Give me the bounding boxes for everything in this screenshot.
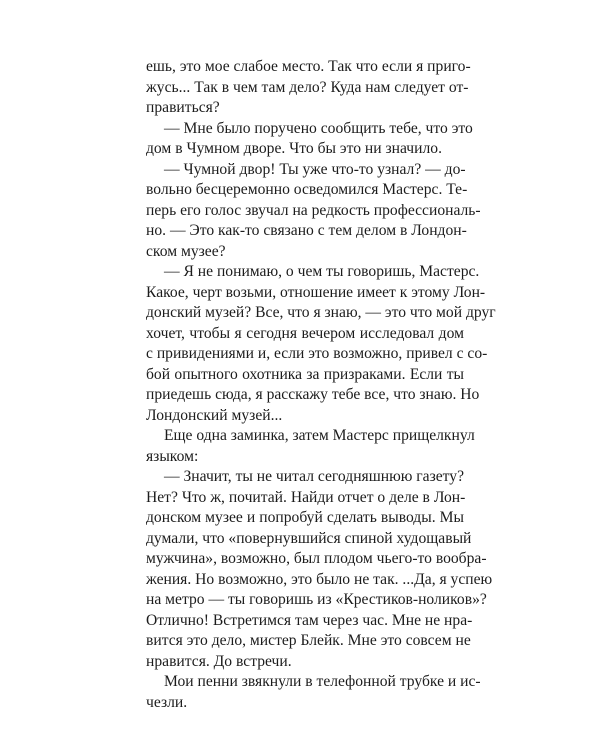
text-line: чезли. xyxy=(146,693,188,711)
text-line: — Мне было поручено сообщить тебе, что это xyxy=(164,119,473,137)
text-line: жения. Но возможно, это было не так. ...Да, я успею xyxy=(146,570,493,588)
text-line: Какое, черт возьми, отношение имеет к этому Лон- xyxy=(146,283,486,301)
text-line: на метро — ты говоришь из «Крестиков-ноликов»? xyxy=(146,591,487,608)
text-line: приедешь сюда, я расскажу тебе все, что знаю. Но xyxy=(146,386,480,403)
text-line: вольно бесцеремонно осведомился Мастерс. Те- xyxy=(146,181,468,198)
text-line: — Я не понимаю, о чем ты говоришь, Мастерс. xyxy=(164,263,480,280)
text-line: с привидениями и, если это возможно, привел с со- xyxy=(146,345,488,362)
text-line: Еще одна заминка, затем Мастерс прищелкнул xyxy=(164,427,475,444)
text-line: донском музее и попробуй сделать выводы. Мы xyxy=(146,509,464,526)
text-line: языком: xyxy=(146,447,199,465)
text-line: хочет, чтобы я сегодня вечером исследовал дом xyxy=(146,324,464,342)
text-line: думали, что «повернувшийся спиной худощавый xyxy=(146,529,472,547)
text-line: ешь, это мое слабое место. Так что если я приго- xyxy=(146,58,471,75)
text-line: мужчина», возможно, был плодом чьего-то вообра- xyxy=(146,550,487,567)
text-line: Лондонский музей... xyxy=(146,406,283,424)
text-line: Нет? Что ж, почитай. Найди отчет о деле в Лон- xyxy=(146,488,466,506)
text-line: перь его голос звучал на редкость профессиональ- xyxy=(146,201,481,219)
text-line: — Чумной двор! Ты уже что-то узнал? — до- xyxy=(164,160,466,178)
page-body-text xyxy=(146,57,496,713)
text-line: — Значит, ты не читал сегодняшнюю газету? xyxy=(164,468,464,485)
text-line: жусь... Так в чем там дело? Куда нам следует от- xyxy=(146,78,469,96)
text-line: но. — Это как-то связано с тем делом в Лондон- xyxy=(146,222,467,239)
text-line: Отлично! Встретимся там через час. Мне не нра- xyxy=(146,611,473,629)
text-line: ском музее? xyxy=(146,242,226,260)
text-line: нравится. До встречи. xyxy=(146,652,292,670)
text-line: правиться? xyxy=(146,99,220,116)
text-line: донский музей? Все, что я знаю, — это что мой друг xyxy=(146,304,496,321)
text-line: бой опытного охотника за призраками. Если ты xyxy=(146,365,464,383)
text-line: вится это дело, мистер Блейк. Мне это совсем не xyxy=(146,632,471,649)
text-line: дом в Чумном дворе. Что бы это ни значило. xyxy=(146,140,442,157)
text-line: Мои пенни звякнули в телефонной трубке и ис- xyxy=(164,673,481,690)
